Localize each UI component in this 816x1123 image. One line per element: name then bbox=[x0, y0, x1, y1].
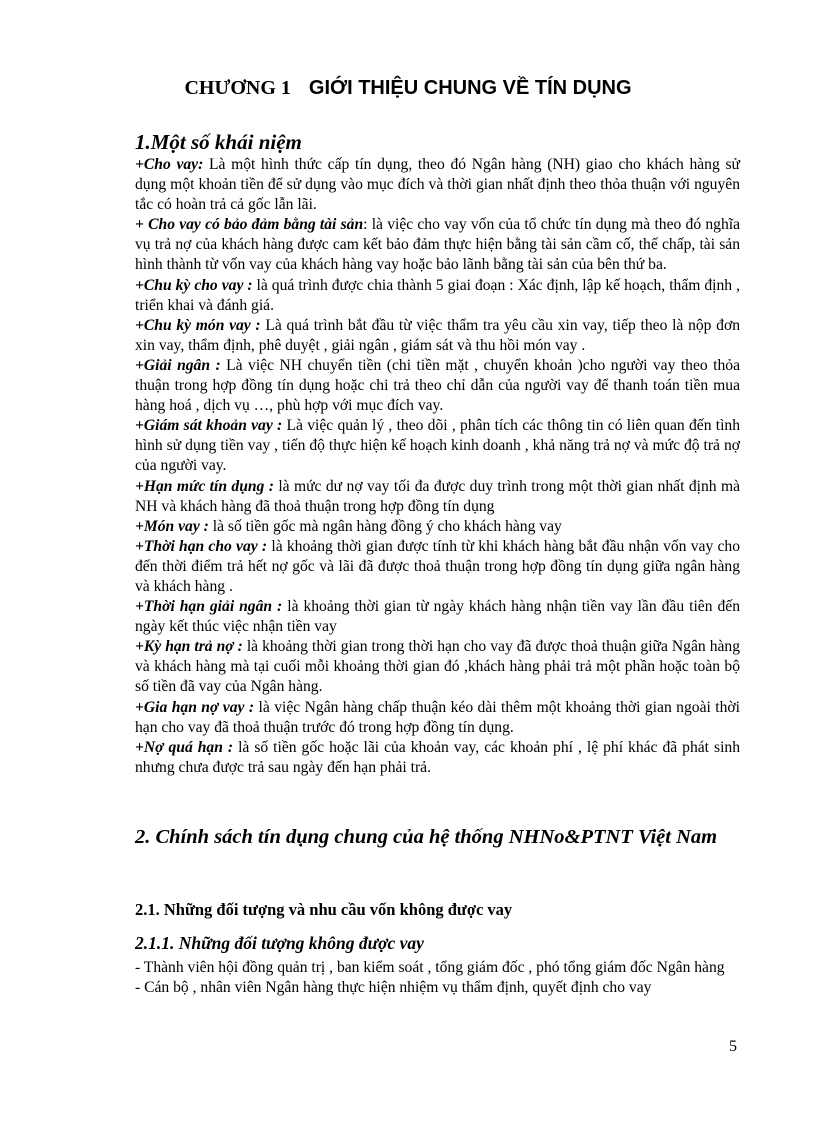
definition-term: +Giải ngân : bbox=[135, 356, 221, 374]
subsection-2-1-1-heading: 2.1.1. Những đối tượng không được vay bbox=[135, 933, 424, 953]
definition-term: +Thời hạn cho vay : bbox=[135, 537, 268, 555]
definition-paragraph bbox=[135, 698, 740, 738]
list-item: - Thành viên hội đồng quản trị , ban kiểm soát , tổng giám đốc , phó tổng giám đốc Ngân hàng bbox=[135, 959, 725, 976]
definition-text: Là một hình thức cấp tín dụng, theo đó Ngân hàng (NH) giao cho khách hàng sử dụng một khoản tiền để sử dụng vào mục đích và thời gian nhất định theo thỏa thuận với nguyên tắc có hoàn trả cả gốc lẫn lãi. bbox=[135, 156, 740, 214]
definition-term: +Nợ quá hạn : bbox=[135, 738, 234, 756]
definition-paragraph bbox=[135, 276, 740, 316]
definition-paragraph bbox=[135, 215, 740, 275]
subsection-2-1-1-body bbox=[135, 958, 740, 998]
chapter-title bbox=[0, 76, 816, 100]
chapter-title-text: GIỚI THIỆU CHUNG VỀ TÍN DỤNG bbox=[308, 77, 632, 99]
definition-paragraph bbox=[135, 637, 740, 697]
definition-paragraph bbox=[135, 477, 740, 517]
definition-term: +Thời hạn giải ngân : bbox=[135, 598, 283, 616]
definition-text: là quá trình được chia thành 5 giai đoạn : Xác định, lập kế hoạch, thẩm định , triển khai và đánh giá. bbox=[135, 276, 740, 314]
definition-paragraph bbox=[135, 597, 740, 637]
definition-paragraph bbox=[135, 316, 740, 356]
definition-paragraph bbox=[135, 356, 740, 416]
definition-text: là việc Ngân hàng chấp thuận kéo dài thêm một khoảng thời gian ngoài thời hạn cho vay đã thoả thuận trước đó trong hợp đồng tín dụng. bbox=[135, 698, 740, 736]
definition-paragraph bbox=[135, 738, 740, 778]
definitions-body bbox=[135, 155, 740, 778]
definition-term: +Kỳ hạn trả nợ : bbox=[135, 638, 243, 656]
definition-paragraph bbox=[135, 517, 740, 537]
definition-term: +Giám sát khoản vay : bbox=[135, 417, 283, 435]
definition-text: là khoảng thời gian trong thời hạn cho vay đã được thoả thuận giữa Ngân hàng và khách hàng mà tại cuối mỗi khoảng thời gian đó ,khách hàng phải trả một phần hoặc toàn bộ số tiền đã vay của Ngân hàng. bbox=[135, 638, 740, 696]
definition-term: +Món vay : bbox=[135, 517, 209, 535]
chapter-number: CHƯƠNG 1 bbox=[184, 77, 291, 99]
definition-text: : là việc cho vay vốn của tổ chức tín dụng mà theo đó nghĩa vụ trả nợ của khách hàng được cam kết bảo đảm thực hiện bằng tài sản cầm cố, thế chấp, tài sản hình thành từ vốn vay của khách hàng vay hoặc bảo lãnh bằng tài sản của bên thứ ba. bbox=[135, 216, 740, 274]
definition-term: +Gia hạn nợ vay : bbox=[135, 698, 255, 716]
definition-paragraph bbox=[135, 155, 740, 215]
definition-paragraph bbox=[135, 537, 740, 597]
definition-text: là số tiền gốc hoặc lãi của khoản vay, các khoản phí , lệ phí khác đã phát sinh nhưng chưa được trả sau ngày đến hạn phải trả. bbox=[135, 738, 740, 776]
definition-paragraph bbox=[135, 416, 740, 476]
definition-text: là số tiền gốc mà ngân hàng đồng ý cho khách hàng vay bbox=[208, 517, 562, 535]
section-1-heading: 1.Một số khái niệm bbox=[135, 130, 302, 154]
subsection-2-1-heading: 2.1. Những đối tượng và nhu cầu vốn không được vay bbox=[135, 900, 513, 919]
definition-text: là mức dư nợ vay tối đa được duy trình trong một thời gian nhất định mà NH và khách hàng đã thoả thuận trong hợp đồng tín dụng bbox=[135, 477, 740, 515]
list-item: - Cán bộ , nhân viên Ngân hàng thực hiện nhiệm vụ thẩm định, quyết định cho vay bbox=[135, 979, 652, 997]
definition-text: là khoảng thời gian từ ngày khách hàng nhận tiền vay lần đầu tiên đến ngày kết thúc việc nhận tiền vay bbox=[135, 598, 740, 636]
definition-text: là khoảng thời gian được tính từ khi khách hàng bắt đầu nhận vốn vay cho đến thời điểm trả hết nợ gốc và lãi đã được thoả thuận trong hợp đồng tín dụng giữa ngân hàng và khách hàng . bbox=[135, 537, 740, 595]
definition-term: +Cho vay: bbox=[135, 156, 204, 173]
definition-term: +Hạn mức tín dụng : bbox=[135, 477, 274, 495]
definition-term: +Chu kỳ cho vay : bbox=[135, 276, 253, 294]
definition-text: Là việc NH chuyển tiền (chi tiền mặt , chuyển khoản )cho người vay theo thỏa thuận trong hợp đồng tín dụng hoặc chi trả theo chỉ dẫn của người vay để thanh toán tiền mua hàng hoá , dịch vụ …, phù hợp với mục đích vay. bbox=[135, 356, 740, 415]
definition-term: + Cho vay có bảo đảm bằng tài sản bbox=[135, 216, 364, 234]
page-number: 5 bbox=[729, 1038, 737, 1055]
definition-text: Là quá trình bắt đầu từ việc thẩm tra yêu cầu xin vay, tiếp theo là nộp đơn xin vay, thẩm định, phê duyệt , giải ngân , giám sát và thu hồi món vay . bbox=[135, 316, 741, 354]
definition-text: Là việc quản lý , theo dõi , phân tích các thông tin có liên quan đến tình hình sử dụng tiền vay , tiến độ thực hiện kế hoạch kinh doanh , khả năng trả nợ và mức độ trả nợ của người vay. bbox=[135, 417, 741, 475]
section-2-heading: 2. Chính sách tín dụng chung của hệ thống NHNo&PTNT Việt Nam bbox=[135, 826, 718, 848]
definition-term: +Chu kỳ món vay : bbox=[135, 316, 261, 334]
